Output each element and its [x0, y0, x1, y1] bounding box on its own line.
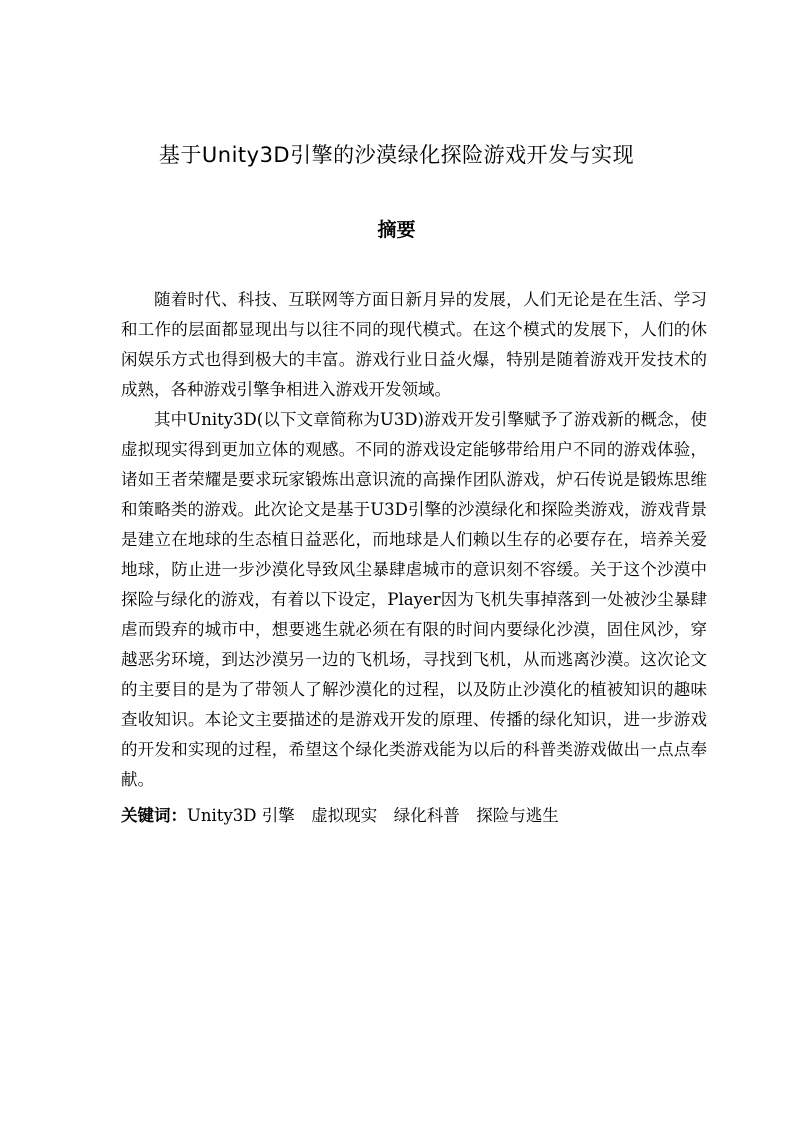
page-title: 基于Unity3D引擎的沙漠绿化探险游戏开发与实现: [158, 143, 635, 167]
abstract-heading: 摘要: [377, 219, 416, 241]
abstract-paragraph: 其中Unity3D(以下文章简称为U3D)游戏开发引擎赋予了游戏新的概念，使虚拟现实得到更加立体的观感。不同的游戏设定能够带给用户不同的游戏体验，诸如王者荣耀是要求玩家锻炼出意识流的高操作团队游戏，炉石传说是锻炼思维和策略类的游戏。此次论文是基于U3D引擎的沙漠绿化和探险类游戏，游戏背景是建立在地球的生态植日益恶化，而地球是人们赖以生存的必要存在，培养关爱地球，防止进一步沙漠化导致风尘暴肆虐城市的意识刻不容缓。关于这个沙漠中探险与绿化的游戏，有着以下设定，Player因为飞机失事掉落到一处被沙尘暴肆虐而毁弃的城市中，想要逃生就必须在有限的时间内要绿化沙漠，固住风沙，穿越恶劣环境，到达沙漠另一边的飞机场，寻找到飞机，从而逃离沙漠。这次论文的主要目的是为了带领人了解沙漠化的过程，以及防止沙漠化的植被知识的趣味查收知识。本论文主要描述的是游戏开发的原理、传播的绿化知识，进一步游戏的开发和实现的过程，希望这个绿化类游戏能为以后的科普类游戏做出一点点奉献。: [121, 410, 707, 789]
keyword: Unity3D 引擎: [187, 806, 295, 825]
abstract-paragraph: 随着时代、科技、互联网等方面日新月异的发展，人们无论是在生活、学习和工作的层面都显现出与以往不同的现代模式。在这个模式的发展下，人们的休闲娱乐方式也得到极大的丰富。游戏行业日益火爆，特别是随着游戏开发技术的成熟，各种游戏引擎争相进入游戏开发领域。: [121, 290, 707, 399]
keyword: 绿化科普: [393, 806, 460, 825]
keywords-label: 关键词：: [121, 806, 187, 825]
keyword: 探险与逃生: [476, 806, 559, 825]
keywords-line: [121, 801, 707, 831]
abstract-body: [121, 285, 707, 795]
keyword: 虚拟现实: [311, 806, 378, 825]
